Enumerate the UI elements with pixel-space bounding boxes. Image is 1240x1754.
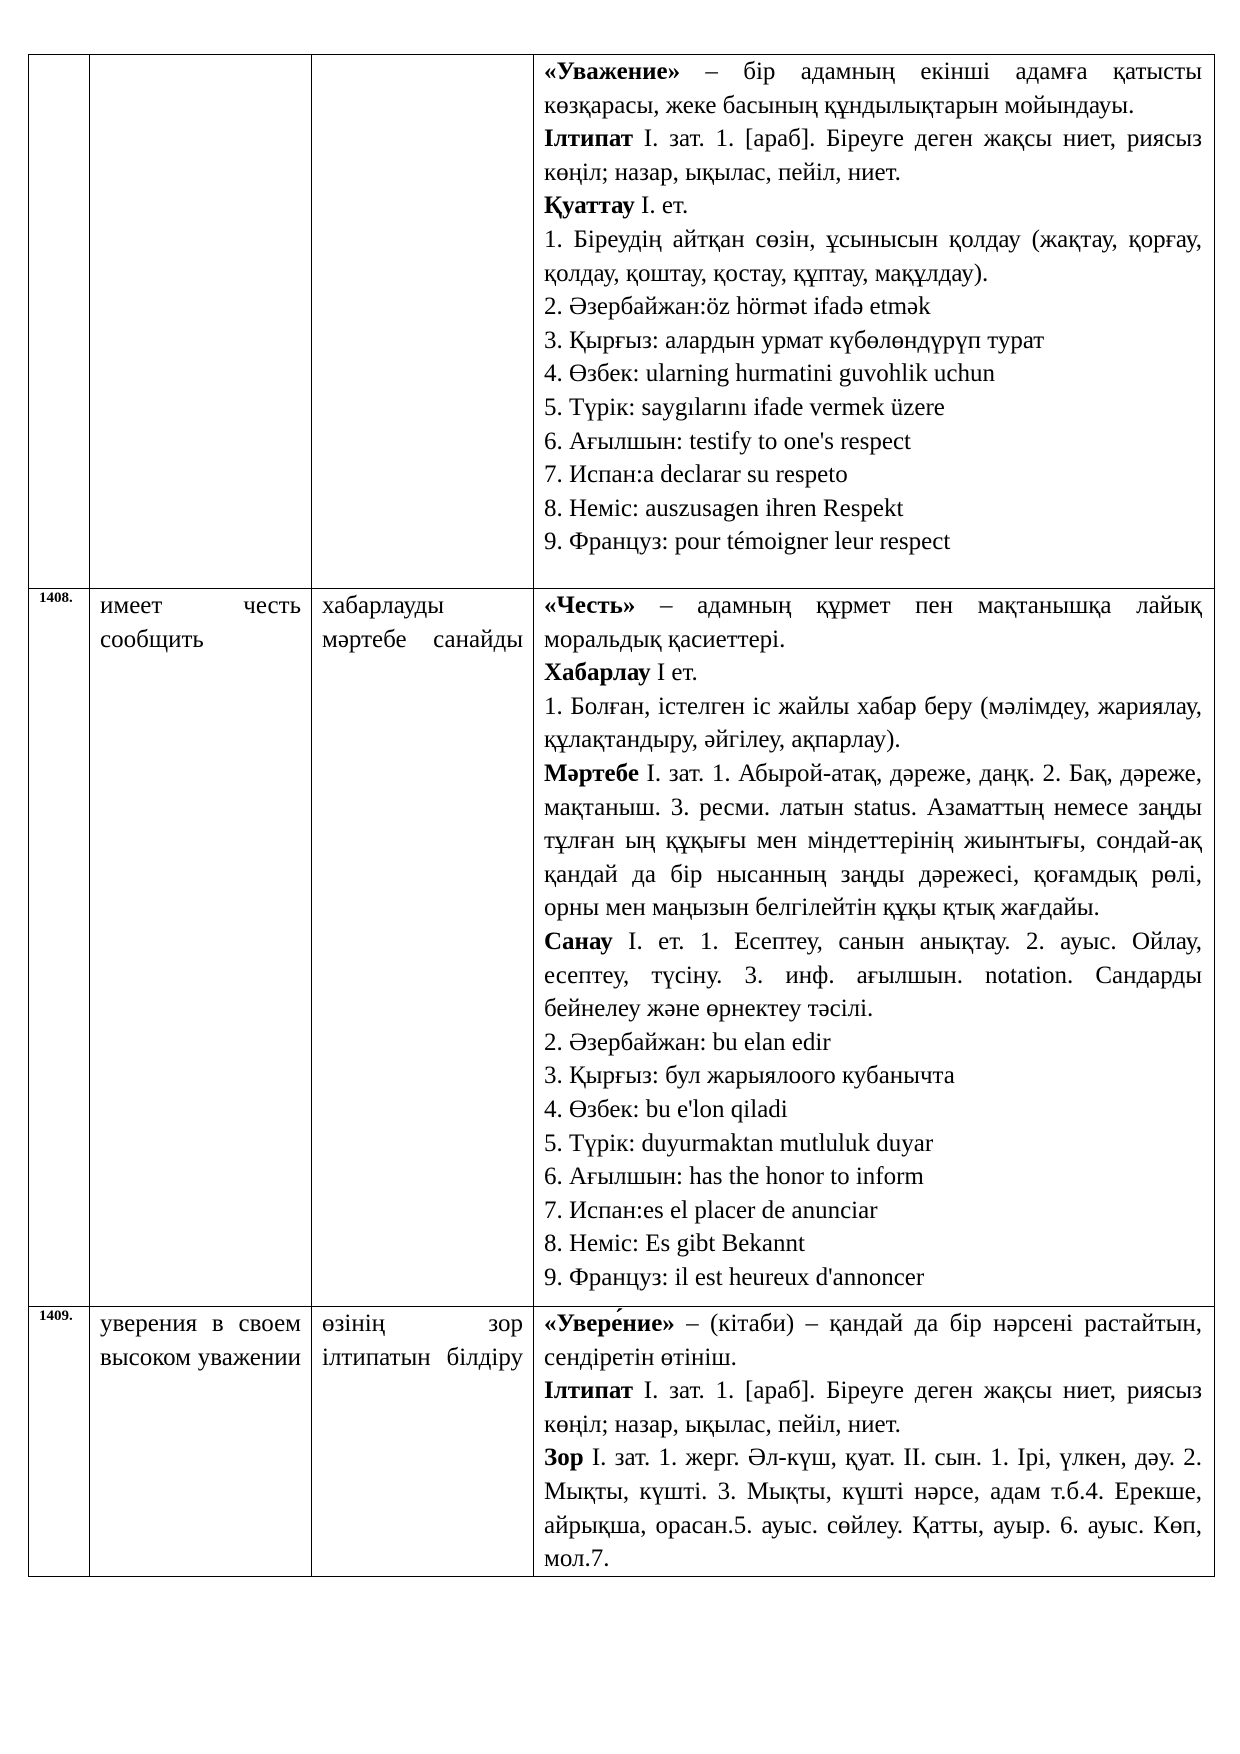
table-body <box>29 55 1215 1577</box>
definition-paragraph <box>544 1160 1202 1194</box>
definition-text: 5. Түрік: saygılarını ifade vermek üzere <box>544 393 945 421</box>
definition-paragraph <box>544 223 1202 290</box>
definition-text: 7. Испан:es el placer de anunciar <box>544 1196 878 1224</box>
definition-text: 4. Өзбек: bu e'lon qiladi <box>544 1095 788 1123</box>
definition-text: 9. Француз: pour témoigner leur respect <box>544 528 951 556</box>
term-heading: Зор <box>544 1444 584 1472</box>
term-heading: Хабарлау <box>544 659 651 687</box>
definition-cell <box>534 55 1215 589</box>
definition-paragraph <box>544 589 1202 656</box>
term-heading: Ілтипат <box>544 125 633 153</box>
definition-paragraph <box>544 189 1202 223</box>
definition-paragraph <box>544 391 1202 425</box>
definition-text: 2. Әзербайжан: bu elan edir <box>544 1028 831 1056</box>
table-row <box>29 55 1215 589</box>
definition-text: 7. Испан:a declarar su respeto <box>544 461 848 489</box>
definition-cell <box>534 589 1215 1307</box>
term-heading: Қуаттау <box>544 192 635 220</box>
term-heading: Ілтипат <box>544 1377 633 1405</box>
definition-paragraph <box>544 1093 1202 1127</box>
definition-paragraph <box>544 525 1202 559</box>
definition-text: І. ет. 1. Есептеу, санын анықтау. 2. ауыс. Ойлау, есептеу, түсіну. 3. инф. ағылшын. notation. Сандарды бейнелеу және өрнектеу тәсілі. <box>544 927 1202 1023</box>
definition-text: 4. Өзбек: ularning hurmatini guvohlik uchun <box>544 360 996 388</box>
kazakh-translation <box>312 55 534 589</box>
definition-paragraph <box>544 925 1202 1026</box>
term-heading: «Честь» <box>544 592 636 619</box>
definition-paragraph <box>544 1441 1202 1575</box>
table-row <box>29 1307 1215 1577</box>
entry-number: 1409. <box>29 1307 90 1577</box>
definition-text: 1. Болған, істелген іс жайлы хабар беру (мәлімдеу, жариялау, құлақтандыру, әйгілеу, ақпарлау). <box>544 692 1202 754</box>
definition-paragraph <box>544 1026 1202 1060</box>
definition-paragraph <box>544 55 1202 122</box>
definition-text: І. зат. 1. жерг. Әл-күш, қуат. ІІ. сын. 1. Ірі, үлкен, дәу. 2. Мықты, күшті. 3. Мықты, күшті нәрсе, адам т.б.4. Ерекше, айрықша, орасан.5. ауыс. сөйлеу. Қатты, ауыр. 6. ауыс. Көп, мол.7. <box>544 1444 1202 1573</box>
definition-text: І. зат. 1. [араб]. Біреуге деген жақсы ниет, риясыз көңіл; назар, ықылас, пейіл, ниет. <box>544 1377 1202 1438</box>
definition-text: 3. Қырғыз: алардын урмат күбөлөндүрүп турат <box>544 326 1045 354</box>
definition-text: – (кітаби) – қандай да бір нәрсені растайтын, сендіретін өтініш. <box>544 1310 1202 1371</box>
definition-paragraph <box>544 1261 1202 1295</box>
definition-text: 8. Неміс: Es gibt Bekannt <box>544 1230 805 1258</box>
term-heading: «Увере́ние» <box>544 1310 675 1337</box>
definition-paragraph <box>544 324 1202 358</box>
definition-paragraph <box>544 492 1202 526</box>
definition-text: І. ет. <box>634 192 689 220</box>
term-heading: «Уважение» <box>544 58 681 85</box>
entry-number: 1408. <box>29 589 90 1307</box>
dictionary-table <box>28 54 1215 1577</box>
definition-text: І ет. <box>650 659 698 687</box>
definition-paragraph <box>544 1194 1202 1228</box>
term-heading: Санау <box>544 927 613 955</box>
definition-text: 1. Біреудің айтқан сөзін, ұсынысын қолдау (жақтау, қорғау, қолдау, қоштау, қостау, құптау, мақұлдау). <box>544 225 1202 287</box>
definition-paragraph <box>544 1307 1202 1374</box>
definition-text: – бір адамның екінші адамға қатысты көзқарасы, жеке басының құндылықтарын мойындауы. <box>544 58 1202 119</box>
definition-text: 6. Ағылшын: has the honor to inform <box>544 1163 924 1191</box>
definition-text: І. зат. 1. [араб]. Біреуге деген жақсы ниет, риясыз көңіл; назар, ықылас, пейіл, ниет. <box>544 125 1202 186</box>
table-row <box>29 589 1215 1307</box>
kazakh-translation: хабарлауды мәртебе санайды <box>312 589 534 1307</box>
definition-text: І. зат. 1. Абырой-атақ, дәреже, даңқ. 2. Бақ, дәреже, мақтаныш. 3. ресми. латын status. Азаматтың немесе заңды тұлған ың құқығы мен міндеттерінің жиынтығы, сондай-ақ қандай да бір нысанның заңды дәрежесі, қоғамдық рөлі, орны мен маңызын белгілейтін құқы қтық жағдайы. <box>544 759 1202 922</box>
definition-paragraph <box>544 757 1202 925</box>
definition-paragraph <box>544 1227 1202 1261</box>
definition-text: 8. Неміс: auszusagen ihren Respekt <box>544 494 904 522</box>
definition-paragraph <box>544 425 1202 459</box>
definition-text: 2. Әзербайжан:öz hörmət ifadə etmək <box>544 293 931 321</box>
russian-phrase <box>90 55 312 589</box>
definition-paragraph <box>544 656 1202 690</box>
definition-paragraph <box>544 1374 1202 1441</box>
definition-paragraph <box>544 290 1202 324</box>
entry-number <box>29 55 90 589</box>
kazakh-translation: өзінің зор ілтипатын білдіру <box>312 1307 534 1577</box>
russian-phrase: уверения в своем высоком уважении <box>90 1307 312 1577</box>
russian-phrase: имеет честь сообщить <box>90 589 312 1307</box>
definition-cell <box>534 1307 1215 1577</box>
definition-text: 6. Ағылшын: testify to one's respect <box>544 427 912 455</box>
definition-text: 3. Қырғыз: бул жарыялоого кубанычта <box>544 1062 955 1090</box>
definition-paragraph <box>544 690 1202 757</box>
definition-paragraph <box>544 1127 1202 1161</box>
definition-text: – адамның құрмет пен мақтанышқа лайық моральдық қасиеттері. <box>544 592 1202 653</box>
definition-text: 5. Түрік: duyurmaktan mutluluk duyar <box>544 1129 934 1157</box>
definition-paragraph <box>544 357 1202 391</box>
definition-paragraph <box>544 122 1202 189</box>
term-heading: Мәртебе <box>544 759 639 787</box>
definition-paragraph <box>544 458 1202 492</box>
definition-paragraph <box>544 1059 1202 1093</box>
definition-text: 9. Француз: il est heureux d'annoncer <box>544 1263 925 1291</box>
